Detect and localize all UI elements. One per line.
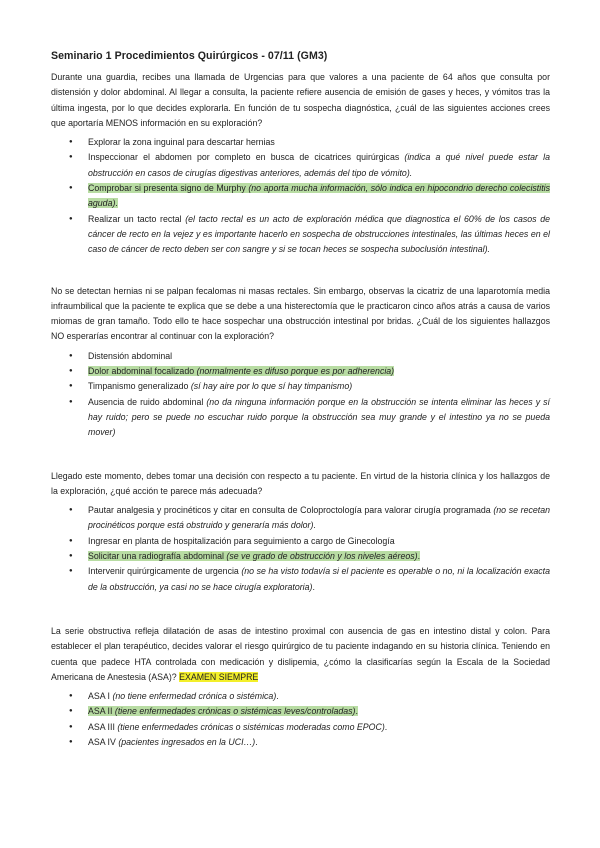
question-1 xyxy=(51,70,550,258)
question-1-options xyxy=(51,135,550,257)
q1-option-3-correct: ● Comprobar si presenta signo de Murphy (no aporta mucha información, sólo indica en hipocondrio derecho colecistitis aguda). xyxy=(51,181,550,212)
q2-option-4: ● Ausencia de ruido abdominal (no da ninguna información porque en la obstrucción se intenta eliminar las heces y sí hay ruido; pero se puede no escuchar ruido porque la obstrucción sea muy grande y el intestino ya no se pueda mover) xyxy=(51,395,550,441)
q4-option-1: ● ASA I (no tiene enfermedad crónica o sistémica). xyxy=(51,689,550,704)
q4-option-2-correct: ● ASA II (tiene enfermedades crónicas o sistémicas leves/controladas). xyxy=(51,704,550,719)
q2-option-3: ● Timpanismo generalizado (sí hay aire por lo que sí hay timpanismo) xyxy=(51,379,550,394)
question-3-options xyxy=(51,503,550,595)
q1-option-1: ● Explorar la zona inguinal para descartar hernias xyxy=(51,135,550,150)
question-3-text: Llegado este momento, debes tomar una decisión con respecto a tu paciente. En virtud de la historia clínica y los hallazgos de la exploración, ¿qué acción te parece más adecuada? xyxy=(51,470,550,496)
question-4 xyxy=(51,624,550,750)
q2-option-2-correct: ● Dolor abdominal focalizado (normalmente es difuso porque es por adherencia) xyxy=(51,364,550,379)
q3-option-3-correct: ● Solicitar una radiografía abdominal (se ve grado de obstrucción y los niveles aéreos). xyxy=(51,549,550,564)
question-3 xyxy=(51,469,550,595)
exam-tag: EXAMEN SIEMPRE xyxy=(179,671,259,682)
question-4-text: La serie obstructiva refleja dilatación de asas de intestino proximal con ausencia de gas en intestino distal y colon. Para establecer el plan terapéutico, decides valorar el riesgo quirúrgico de tu paciente indagando en su historia clínica. Teniendo en cuenta que padece HTA controlada con medicación y dislipemia, ¿cómo la clasificarías según la Escala de la Sociedad Americana de Anestesia (ASA)? EXAMEN SIEMPRE xyxy=(51,625,550,682)
document-title: Seminario 1 Procedimientos Quirúrgicos - 07/11 (GM3) xyxy=(51,50,328,62)
question-2-options xyxy=(51,349,550,441)
q2-option-1: ● Distensión abdominal xyxy=(51,349,550,364)
q3-option-4: ● Intervenir quirúrgicamente de urgencia (no se ha visto todavía si el paciente es operable o no, ni la localización exacta de la obstrucción, ya casi no se hace cirugía exploratoria). xyxy=(51,564,550,595)
q3-option-2: ● Ingresar en planta de hospitalización para seguimiento a cargo de Ginecología xyxy=(51,534,550,549)
question-4-options xyxy=(51,689,550,750)
question-2-text: No se detectan hernias ni se palpan fecalomas ni masas rectales. Sin embargo, observas la cicatriz de una laparotomía media infraumbilical que la paciente te explica que se debe a una histerectomía que le practicaron cinco años atrás a causa de varios miomas de gran tamaño. Todo ello te hace sospechar una obstrucción intestinal por bridas. ¿Cuál de los siguientes hallazgos NO esperarías encontrar al continuar con la exploración? xyxy=(51,285,550,342)
question-2 xyxy=(51,284,550,441)
q1-option-2: ● Inspeccionar el abdomen por completo en busca de cicatrices quirúrgicas (indica a qué nivel puede estar la obstrucción en casos de cirugías digestivas anteriores, además del tipo de vómito). xyxy=(51,150,550,181)
q3-option-1: ● Pautar analgesia y procinéticos y citar en consulta de Coloproctología para valorar cirugía programada (no se recetan procinéticos porque está obstruido y generaría más dolor). xyxy=(51,503,550,534)
q1-option-4: ● Realizar un tacto rectal (el tacto rectal es un acto de exploración médica que diagnostica el 60% de los casos de cáncer de recto en la vejez y es importante hacerlo en sospecha de obstrucciones intestinales, las últimas heces en el caso de cáncer de recto deben ser con sangre y si se tocan heces se sospecha suboclusión intestinal). xyxy=(51,212,550,258)
q4-option-4: ● ASA IV (pacientes ingresados en la UCI…). xyxy=(51,735,550,750)
q4-option-3: ● ASA III (tiene enfermedades crónicas o sistémicas moderadas como EPOC). xyxy=(51,720,550,735)
question-1-text: Durante una guardia, recibes una llamada de Urgencias para que valores a una paciente de 64 años que consulta por distensión y dolor abdominal. Al llegar a consulta, la paciente refiere ausencia de emisión de gases y heces, y vómitos tras la última ingesta, por lo que decides explorarla. En función de tu sospecha diagnóstica, ¿cuál de las siguientes acciones crees que aportaría MENOS información en su exploración? xyxy=(51,72,550,128)
